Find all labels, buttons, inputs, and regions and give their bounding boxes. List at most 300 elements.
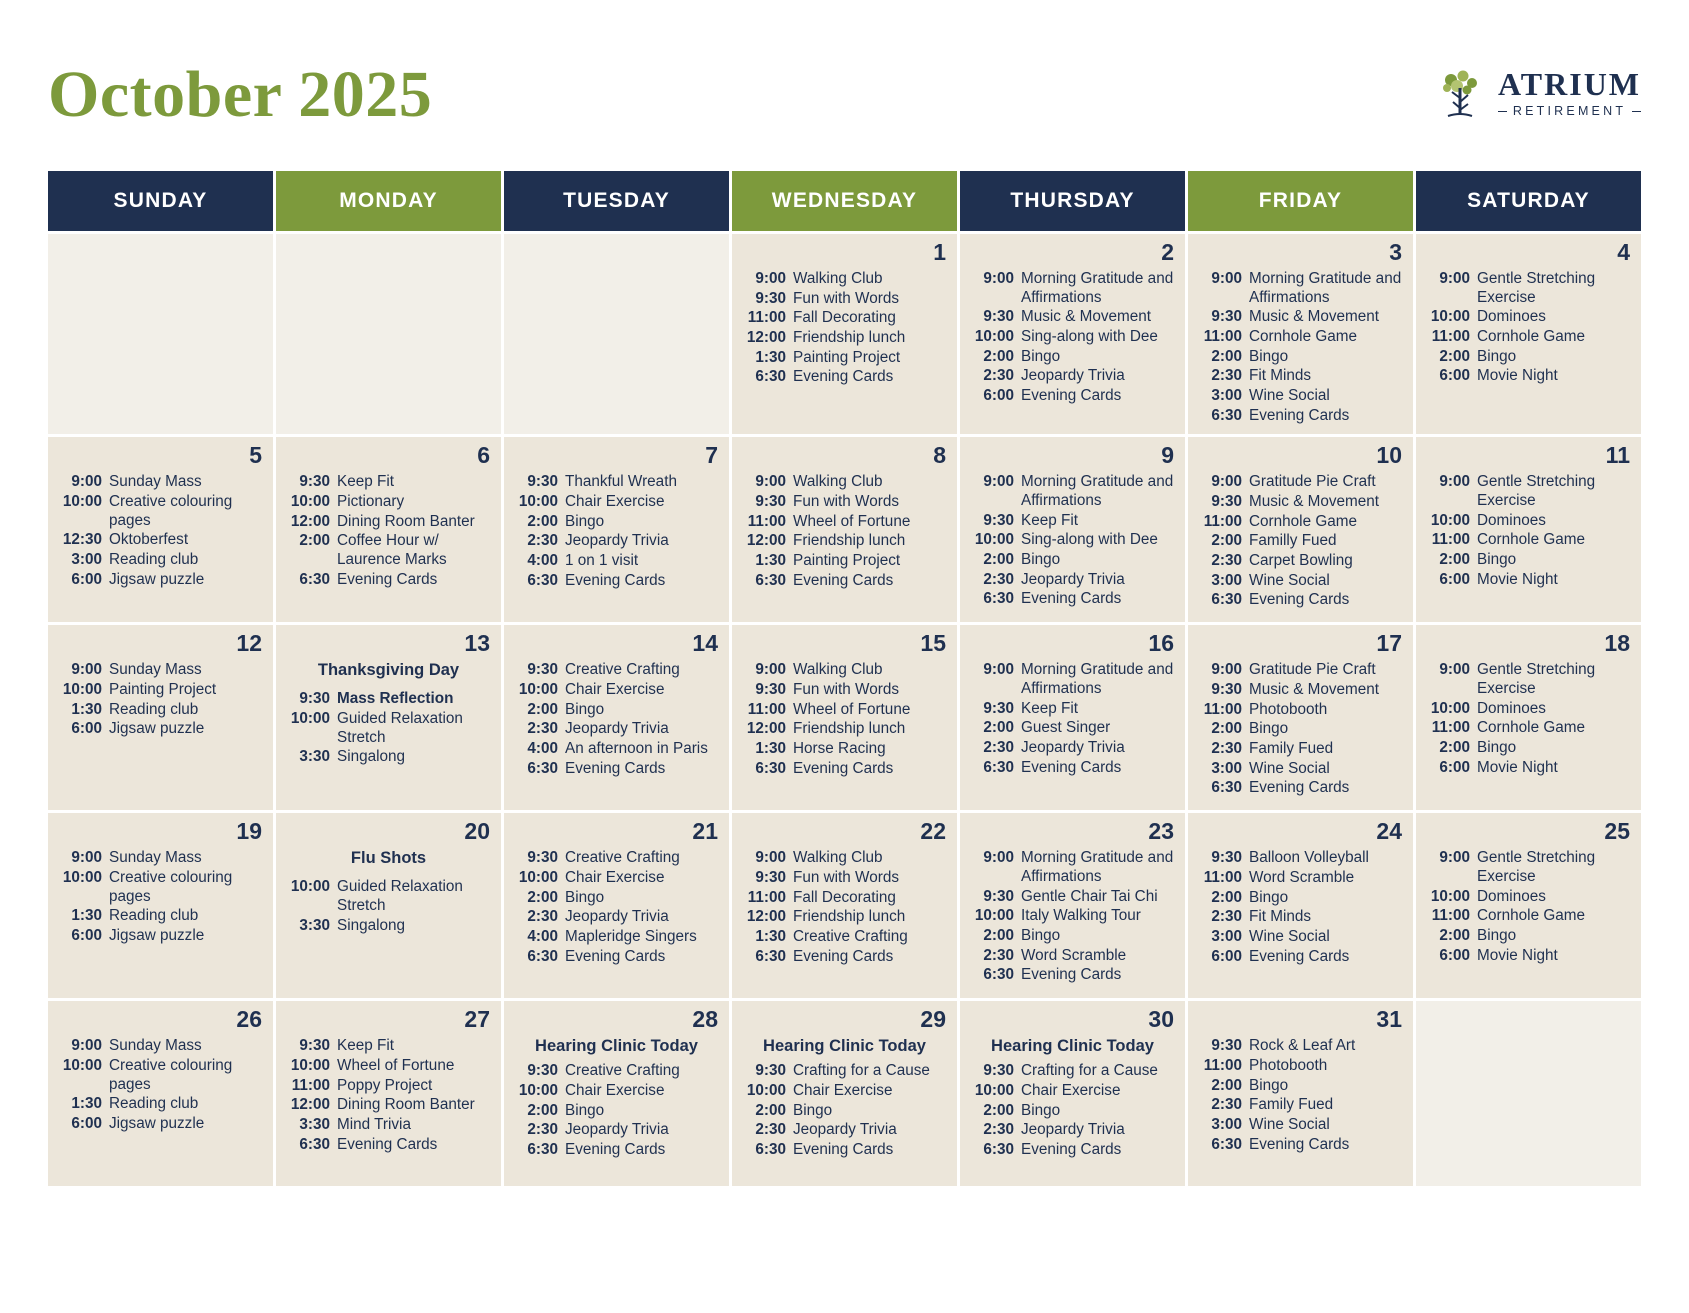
event-item <box>1199 572 1402 591</box>
day-number: 13 <box>464 630 490 657</box>
calendar-body <box>48 234 1641 1186</box>
event-item <box>743 908 946 927</box>
calendar-day-cell[interactable] <box>1188 813 1413 998</box>
day-special-note: Hearing Clinic Today <box>991 1037 1154 1056</box>
event-name: Gentle Stretching Exercise <box>1477 473 1596 509</box>
event-item <box>1427 367 1630 386</box>
event-time: 6:30 <box>1211 591 1242 609</box>
event-name: Cornhole Game <box>1477 327 1585 345</box>
calendar-day-cell[interactable] <box>732 813 957 998</box>
event-name: Poppy Project <box>337 1076 433 1094</box>
event-item <box>743 349 946 368</box>
event-time: 10:00 <box>290 492 330 510</box>
event-name: Friendship lunch <box>793 908 906 926</box>
event-item <box>743 1062 946 1081</box>
event-list <box>59 1037 262 1133</box>
day-number: 11 <box>1605 442 1630 469</box>
event-item <box>743 309 946 328</box>
event-list <box>743 270 946 387</box>
event-name: Walking Club <box>793 473 883 491</box>
event-name: Jeopardy Trivia <box>1021 738 1125 756</box>
event-item <box>59 1057 262 1094</box>
event-list <box>59 849 262 945</box>
event-time: 3:00 <box>1211 571 1242 589</box>
event-time: 2:30 <box>755 1121 786 1139</box>
event-time: 2:00 <box>1211 720 1242 738</box>
event-name: Jeopardy Trivia <box>565 532 669 550</box>
calendar-day-cell[interactable] <box>732 1001 957 1186</box>
event-time: 12:00 <box>746 328 786 346</box>
event-time: 9:30 <box>755 289 786 307</box>
event-name: Mind Trivia <box>337 1115 411 1133</box>
event-time: 2:30 <box>983 946 1014 964</box>
event-time: 3:00 <box>1211 386 1242 404</box>
calendar-day-cell[interactable] <box>960 625 1185 810</box>
event-time: 2:00 <box>1439 550 1470 568</box>
event-item <box>1199 348 1402 367</box>
event-list <box>1427 849 1630 965</box>
calendar-day-cell[interactable] <box>504 1001 729 1186</box>
event-time: 1:30 <box>755 551 786 569</box>
event-time: 2:00 <box>299 532 330 550</box>
calendar-day-cell[interactable] <box>960 1001 1185 1186</box>
event-item <box>1427 927 1630 946</box>
weekday-header-saturday: SATURDAY <box>1416 171 1641 231</box>
event-item <box>1199 591 1402 610</box>
calendar-day-cell[interactable] <box>276 813 501 998</box>
event-name: Oktoberfest <box>109 531 189 549</box>
event-time: 11:00 <box>747 512 786 530</box>
calendar-day-cell[interactable] <box>960 437 1185 622</box>
event-item <box>1427 888 1630 907</box>
event-item <box>287 710 490 747</box>
event-time: 6:30 <box>983 590 1014 608</box>
event-list <box>1427 270 1630 386</box>
event-list <box>743 661 946 778</box>
event-name: Bingo <box>1477 550 1517 568</box>
event-name: Sing-along with Dee <box>1021 327 1158 345</box>
event-item <box>287 493 490 512</box>
event-time: 2:30 <box>983 570 1014 588</box>
event-time: 10:00 <box>290 1056 330 1074</box>
event-time: 11:00 <box>1431 719 1470 737</box>
event-name: Evening Cards <box>793 368 894 386</box>
event-item <box>1199 760 1402 779</box>
event-item <box>1199 908 1402 927</box>
event-list <box>1199 849 1402 966</box>
day-number: 30 <box>1148 1006 1174 1033</box>
calendar-day-cell[interactable] <box>276 625 501 810</box>
calendar-day-cell[interactable] <box>1416 437 1641 622</box>
event-name: Creative Crafting <box>565 849 680 867</box>
event-name: Bingo <box>565 700 605 718</box>
event-time: 10:00 <box>974 531 1014 549</box>
calendar-day-cell[interactable] <box>504 813 729 998</box>
weekday-header-thursday: THURSDAY <box>960 171 1185 231</box>
event-item <box>1199 552 1402 571</box>
event-item <box>1199 407 1402 426</box>
event-item <box>59 661 262 680</box>
event-time: 3:30 <box>299 748 330 766</box>
event-time: 11:00 <box>747 888 786 906</box>
tree-logo-icon <box>1434 66 1486 120</box>
event-time: 9:00 <box>71 849 102 867</box>
day-special-note: Thanksgiving Day <box>317 661 460 680</box>
event-name: Jeopardy Trivia <box>1021 1121 1125 1139</box>
calendar-day-cell[interactable] <box>732 437 957 622</box>
event-name: Walking Club <box>793 661 883 679</box>
event-name: Evening Cards <box>1249 947 1350 965</box>
event-time: 11:00 <box>1203 700 1242 718</box>
event-time: 6:00 <box>1439 367 1470 385</box>
calendar-day-cell[interactable] <box>1416 813 1641 998</box>
event-name: Fall Decorating <box>793 309 896 327</box>
event-name: Evening Cards <box>1249 779 1350 797</box>
event-time: 2:30 <box>983 367 1014 385</box>
event-item <box>743 1082 946 1101</box>
event-time: 6:00 <box>1211 947 1242 965</box>
event-name: Sunday Mass <box>109 473 202 491</box>
event-item <box>971 927 1174 946</box>
event-item <box>743 1141 946 1160</box>
event-item <box>515 493 718 512</box>
event-item <box>971 888 1174 907</box>
event-time: 10:00 <box>974 1081 1014 1099</box>
event-item <box>59 681 262 700</box>
event-time: 9:00 <box>1211 270 1242 287</box>
event-item <box>971 759 1174 778</box>
event-item <box>743 720 946 739</box>
event-time: 1:30 <box>755 348 786 366</box>
event-item <box>971 571 1174 590</box>
event-time: 2:00 <box>527 512 558 530</box>
event-name: Bingo <box>1249 1076 1289 1094</box>
event-item <box>515 948 718 967</box>
event-name: Jeopardy Trivia <box>565 908 669 926</box>
event-item <box>287 748 490 767</box>
brand-logo-block <box>1434 48 1641 120</box>
month-calendar <box>45 168 1644 1189</box>
event-name: Evening Cards <box>1021 590 1122 608</box>
event-time: 10:00 <box>746 1081 786 1099</box>
event-item <box>1427 700 1630 719</box>
event-item <box>743 473 946 492</box>
event-item <box>1199 513 1402 532</box>
event-name: Morning Gratitude and Affirmations <box>1021 849 1174 885</box>
event-item <box>515 473 718 492</box>
event-item <box>287 1077 490 1096</box>
weekday-header-monday: MONDAY <box>276 171 501 231</box>
event-item <box>1427 270 1630 307</box>
event-list <box>59 661 262 739</box>
event-name: Keep Fit <box>337 1037 394 1055</box>
event-name: Photobooth <box>1249 700 1328 718</box>
event-item <box>743 329 946 348</box>
event-item <box>971 270 1174 307</box>
page-header <box>45 0 1644 168</box>
event-time: 10:00 <box>518 492 558 510</box>
event-time: 6:30 <box>755 1140 786 1158</box>
calendar-day-cell[interactable] <box>48 813 273 998</box>
calendar-day-cell[interactable] <box>504 437 729 622</box>
event-time: 9:30 <box>755 1062 786 1080</box>
event-name: Creative colouring pages <box>109 868 233 905</box>
event-item <box>515 928 718 947</box>
event-time: 10:00 <box>974 907 1014 925</box>
event-item <box>1199 779 1402 798</box>
event-time: 6:30 <box>755 759 786 777</box>
event-name: Dominoes <box>1477 699 1546 717</box>
event-item <box>59 551 262 570</box>
day-number: 24 <box>1376 818 1402 845</box>
event-list <box>1199 661 1402 798</box>
event-name: Cornhole Game <box>1249 327 1357 345</box>
event-time: 11:00 <box>291 1076 330 1094</box>
event-time: 6:00 <box>71 1114 102 1132</box>
event-name: Movie Night <box>1477 570 1558 588</box>
event-list <box>971 849 1174 985</box>
calendar-week-row <box>48 1001 1641 1186</box>
event-time: 10:00 <box>518 680 558 698</box>
event-time: 9:30 <box>299 473 330 491</box>
event-item <box>971 739 1174 758</box>
event-time: 6:30 <box>527 1140 558 1158</box>
event-item <box>515 532 718 551</box>
calendar-day-cell[interactable] <box>48 437 273 622</box>
event-item <box>743 368 946 387</box>
event-item <box>59 531 262 550</box>
event-time: 2:30 <box>527 720 558 738</box>
event-name: Creative Crafting <box>565 661 680 679</box>
event-name: Evening Cards <box>1021 386 1122 404</box>
event-item <box>287 532 490 569</box>
calendar-cell-empty <box>504 234 729 434</box>
calendar-day-cell[interactable] <box>276 437 501 622</box>
event-time: 9:30 <box>527 849 558 867</box>
event-name: Rock & Leaf Art <box>1249 1037 1356 1055</box>
event-item <box>59 701 262 720</box>
event-time: 9:00 <box>71 1037 102 1055</box>
event-time: 9:00 <box>1439 661 1470 679</box>
event-time: 2:00 <box>983 719 1014 737</box>
event-name: Horse Racing <box>793 739 886 757</box>
day-number: 31 <box>1376 1006 1402 1033</box>
day-number: 26 <box>236 1006 262 1033</box>
day-number: 15 <box>920 630 946 657</box>
event-time: 10:00 <box>62 868 102 886</box>
event-name: Cornhole Game <box>1477 531 1585 549</box>
event-time: 12:00 <box>290 1096 330 1114</box>
event-time: 9:00 <box>983 849 1014 867</box>
event-name: Wine Social <box>1249 1115 1330 1133</box>
calendar-day-cell[interactable] <box>1188 1001 1413 1186</box>
event-item <box>1199 1037 1402 1056</box>
event-name: Evening Cards <box>1249 1135 1350 1153</box>
event-item <box>971 308 1174 327</box>
event-name: Jeopardy Trivia <box>565 1121 669 1139</box>
event-item <box>743 1121 946 1140</box>
event-item <box>287 917 490 936</box>
calendar-day-cell[interactable] <box>960 813 1185 998</box>
event-item <box>1199 1096 1402 1115</box>
event-time: 9:30 <box>1211 849 1242 867</box>
event-item <box>287 513 490 532</box>
event-time: 2:00 <box>983 347 1014 365</box>
event-time: 9:30 <box>527 1062 558 1080</box>
event-name: Sunday Mass <box>109 1037 202 1055</box>
weekday-header-sunday: SUNDAY <box>48 171 273 231</box>
event-item <box>1427 473 1630 510</box>
event-name: Thankful Wreath <box>565 473 677 491</box>
event-name: Evening Cards <box>793 759 894 777</box>
event-name: Sing-along with Dee <box>1021 531 1158 549</box>
event-item <box>1427 512 1630 531</box>
event-time: 4:00 <box>527 927 558 945</box>
event-item <box>59 1115 262 1134</box>
event-time: 10:00 <box>1430 511 1470 529</box>
calendar-day-cell[interactable] <box>1188 437 1413 622</box>
event-time: 6:00 <box>71 720 102 738</box>
event-item <box>1199 1057 1402 1076</box>
event-name: Fit Minds <box>1249 367 1312 385</box>
event-time: 9:00 <box>983 661 1014 679</box>
event-item <box>971 590 1174 609</box>
event-item <box>971 1082 1174 1101</box>
event-name: An afternoon in Paris <box>565 739 708 757</box>
event-time: 9:30 <box>755 492 786 510</box>
day-number: 8 <box>933 442 946 469</box>
event-name: Chair Exercise <box>565 868 665 886</box>
calendar-day-cell[interactable] <box>48 1001 273 1186</box>
event-time: 10:00 <box>974 327 1014 345</box>
event-name: Dominoes <box>1477 308 1546 326</box>
event-time: 9:00 <box>71 473 102 491</box>
event-name: Dining Room Banter <box>337 512 475 530</box>
event-name: Movie Night <box>1477 367 1558 385</box>
calendar-day-cell[interactable] <box>1188 625 1413 810</box>
event-name: Movie Night <box>1477 946 1558 964</box>
calendar-day-cell[interactable] <box>732 625 957 810</box>
event-name: Evening Cards <box>1021 758 1122 776</box>
event-name: Evening Cards <box>1249 406 1350 424</box>
event-time: 10:00 <box>1430 308 1470 326</box>
day-special-note: Hearing Clinic Today <box>535 1037 698 1056</box>
event-list <box>515 1062 718 1159</box>
event-name: Reading club <box>109 1095 199 1113</box>
event-time: 9:00 <box>1439 473 1470 491</box>
calendar-day-cell[interactable] <box>1416 234 1641 434</box>
event-item <box>743 290 946 309</box>
event-name: Wheel of Fortune <box>793 512 911 530</box>
event-name: Gentle Stretching Exercise <box>1477 661 1596 697</box>
calendar-week-row <box>48 437 1641 622</box>
event-time: 9:30 <box>983 308 1014 326</box>
event-item <box>971 367 1174 386</box>
event-name: Morning Gratitude and Affirmations <box>1249 270 1402 306</box>
event-name: Friendship lunch <box>793 328 906 346</box>
event-time: 6:30 <box>983 1140 1014 1158</box>
event-name: Music & Movement <box>1249 680 1380 698</box>
event-list <box>515 661 718 778</box>
event-name: Crafting for a Cause <box>793 1062 930 1080</box>
event-item <box>1427 739 1630 758</box>
event-item <box>1199 661 1402 680</box>
event-name: Fall Decorating <box>793 888 896 906</box>
event-item <box>59 720 262 739</box>
day-number: 5 <box>249 442 262 469</box>
event-time: 12:30 <box>62 531 102 549</box>
event-name: Cornhole Game <box>1477 719 1585 737</box>
calendar-day-cell[interactable] <box>504 625 729 810</box>
event-time: 6:30 <box>527 947 558 965</box>
event-item <box>971 966 1174 985</box>
event-item <box>515 1121 718 1140</box>
event-name: Music & Movement <box>1021 308 1152 326</box>
event-name: Crafting for a Cause <box>1021 1062 1158 1080</box>
event-time: 2:30 <box>527 908 558 926</box>
event-time: 10:00 <box>290 709 330 727</box>
event-time: 9:00 <box>755 661 786 679</box>
event-item <box>287 473 490 492</box>
calendar-day-cell[interactable] <box>960 234 1185 434</box>
event-name: Cornhole Game <box>1477 907 1585 925</box>
calendar-day-cell[interactable] <box>1416 625 1641 810</box>
event-name: Bingo <box>1249 347 1289 365</box>
event-time: 2:00 <box>983 926 1014 944</box>
event-name: Bingo <box>1021 347 1061 365</box>
event-item <box>1427 571 1630 590</box>
event-time: 2:00 <box>527 1101 558 1119</box>
event-item <box>515 849 718 868</box>
event-name: Creative Crafting <box>565 1062 680 1080</box>
event-time: 6:30 <box>1211 1135 1242 1153</box>
event-item <box>743 661 946 680</box>
event-list <box>287 690 490 767</box>
event-time: 3:30 <box>299 1115 330 1133</box>
event-name: Movie Night <box>1477 758 1558 776</box>
event-item <box>971 700 1174 719</box>
day-special-note: Hearing Clinic Today <box>763 1037 926 1056</box>
event-time: 2:00 <box>1439 926 1470 944</box>
event-time: 10:00 <box>518 868 558 886</box>
event-item <box>515 661 718 680</box>
event-item <box>1199 681 1402 700</box>
event-item <box>743 849 946 868</box>
event-item <box>971 849 1174 886</box>
calendar-day-cell[interactable] <box>48 625 273 810</box>
event-item <box>1199 720 1402 739</box>
event-item <box>743 1102 946 1121</box>
event-name: Music & Movement <box>1249 492 1380 510</box>
event-name: Jigsaw puzzle <box>109 926 205 944</box>
event-list <box>287 473 490 589</box>
event-time: 6:30 <box>299 1135 330 1153</box>
calendar-day-cell[interactable] <box>732 234 957 434</box>
event-name: Evening Cards <box>1021 1140 1122 1158</box>
event-time: 9:30 <box>1211 492 1242 510</box>
event-name: Bingo <box>1477 738 1517 756</box>
event-name: Keep Fit <box>1021 699 1078 717</box>
event-name: Jeopardy Trivia <box>565 720 669 738</box>
event-time: 2:30 <box>983 1121 1014 1139</box>
event-time: 9:00 <box>755 473 786 491</box>
event-item <box>515 513 718 532</box>
event-time: 2:30 <box>1211 739 1242 757</box>
event-item <box>1199 1136 1402 1155</box>
event-time: 3:00 <box>1211 759 1242 777</box>
calendar-day-cell[interactable] <box>1188 234 1413 434</box>
calendar-day-cell[interactable] <box>276 1001 501 1186</box>
